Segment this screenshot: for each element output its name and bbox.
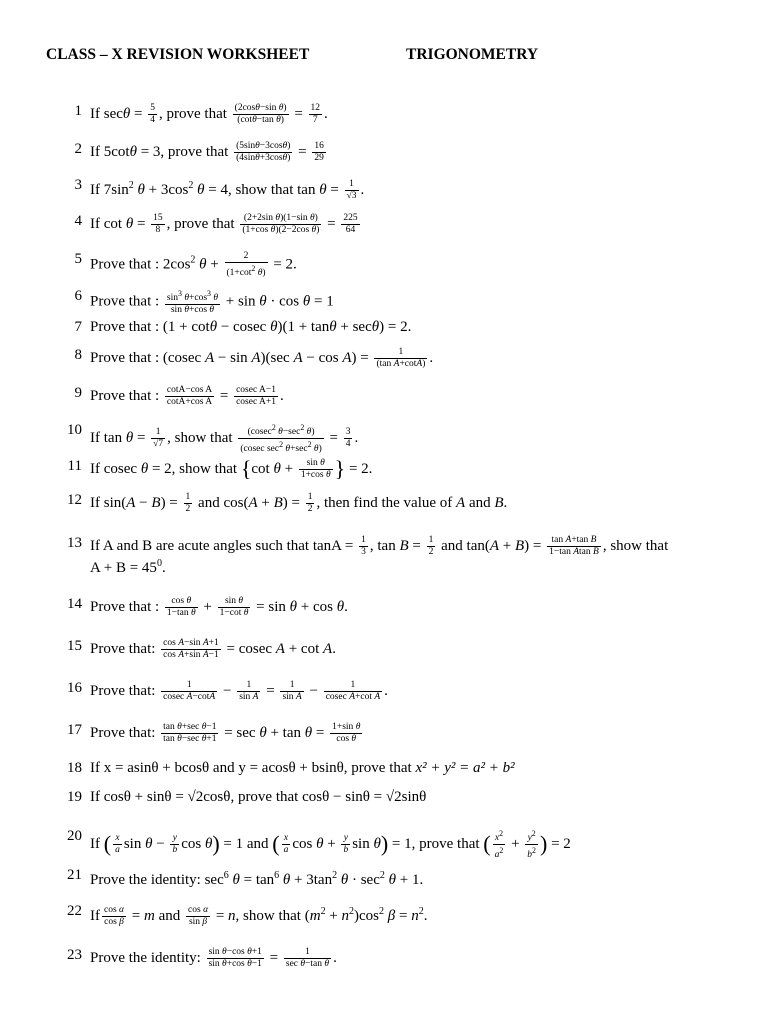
class-title: CLASS – X REVISION WORKSHEET	[46, 46, 310, 63]
worksheet-page: CLASS – X REVISION WORKSHEET TRIGONOMETRY 1 If secθ = $\frac{5}{4}$ , prove that $\frac{\text{(2cosθ−sin θ)}}{\text{(cotθ−tan θ)}}$ = $\frac{12}{7}$ . 2 If 5cotθ = 3, prove that $\frac{(5\sin\theta-3\cos\theta)}{(4\sin\theta+3\cos\theta)}$ = $\frac{16}{29}$ 3 If $7\sin^2$ $\theta + 3\cos^2$ θ = 4, show that tan θ = $\frac{1}{√3}$ . 4 If cot θ = $\frac{15}{8}$ , prove that $\frac{\text{(2+2sin θ)(1−sin θ)}}{\text{(1+cos θ)(2−2cos θ)}}$ = $\frac{225}{64}$ 5 Prove that : $2\cos^2$ θ + $\frac{2}{(1+\cot^2 \theta)}$ = 2. 6 Prove that : $\frac{\sin^3 \theta+\cos^3 \theta}{\text{sin θ+cos θ}}$ + sin θ · cos θ = 1 7 Prove that : (1 + cotθ − cosec θ)(1 + tanθ + secθ) = 2. 8 Prove that : (cosec A − sin A)(sec A − cos A) = $\frac{1}{\text{(tan A+cotA)}}$ . 9 Prove that : $\frac{\text{cotA−cos A}}{\text{cotA+cos A}}$ = $\frac{\text{cosec A−1}}{\text{cosec A+1}}$ . 10 If tan θ = $\frac{1}{√7}$ , show that (cosec$^2$ $\theta-\sec^2$ θ) (cosec $\sec^2 \theta+\sec^2$ θ) = $\frac{3}{4}$ . 11 If cosec θ = 2, show that {cot θ + $\frac{\text{sin θ}}{\text{1+cos θ}}$ } = 2. 12 If sin(A − B) = $\frac{1}{2}$ and cos(A + B) = $\frac{1}{2}$ , then find the value of A and B. 13 If A and B are acute angles such that tanA = $\frac{1}{3}$ , tan B = $\frac{1}{2}$ and tan(A + B) = $\frac{\text{tan A+tan B}}{\text{1−tan Atan B}}$ , show that $A + B = 45^0$. 14 Prove that : $\frac{\text{cos θ}}{\text{1−tan θ}}$ + $\frac{\text{sin θ}}{\text{1−cot θ}}$ = sin θ + cos θ. 15 Prove that: $\frac{\text{cos A−sin A+1}}{\text{cos A+sin A−1}}$ = cosec A + cot A. 16 Prove that: $\frac{1}{\text{cosec A−cotA}}$ − $\frac{1}{\text{sin A}}$ = $\frac{1}{\text{sin A}}$ − $\frac{1}{\text{cosec A+cot A}}$ . 17 Prove that: tan θ+sec θ−1 tan θ−sec θ+1 = sec θ + tan θ = $\frac{\text{1+sin θ}}{\text{cos θ}}$ 18 If x = asinθ + bcosθ and y = acosθ + bsinθ, prove that x² + y² = a² + b² 19 If cosθ + sinθ = √2cosθ, prove that cosθ − sinθ = √2sinθ 20 If ( $\frac{x}{a}$ sin θ − $\frac{y}{b}$ cos θ) = 1 and ( $\frac{x}{a}$ cos θ + $\frac{y}{b}$ sin θ) = 1, prove that ( $\frac{x^2}{a^2}$ + $\frac{y^2}{b^2}$ ) = 2 21 Prove the identity: $\sec^6 \theta = \tan^6 \theta + 3\tan^2$ $\theta \cdot \sec^2 \theta + 1$. 22 If $\frac{\text{cos α}}{\text{cos β}}$ = m and $\frac{\text{cos α}}{\text{sin β}}$ = n, show that $(m^2 + n^2)\cos^2$ $\beta = n^2$. 23 Prove the identity: $\frac{\text{sin θ−cos θ+1}}{\text{sin θ+cos θ−1}}$ = 1 sec θ−tan θ .	[0, 0, 768, 1024]
subject-title: TRIGONOMETRY	[406, 46, 539, 63]
worksheet-header	[46, 46, 748, 66]
question-13: 13 If A and B are acute angles such that tanA = $\frac{1}{3}$ , tan B = $\frac{1}{2}$ and tan(A + B) = $\frac{\text{tan A+tan B}}{\text{1−tan Atan B}}$ , show that $A + B = 45^0$.	[67, 535, 669, 576]
